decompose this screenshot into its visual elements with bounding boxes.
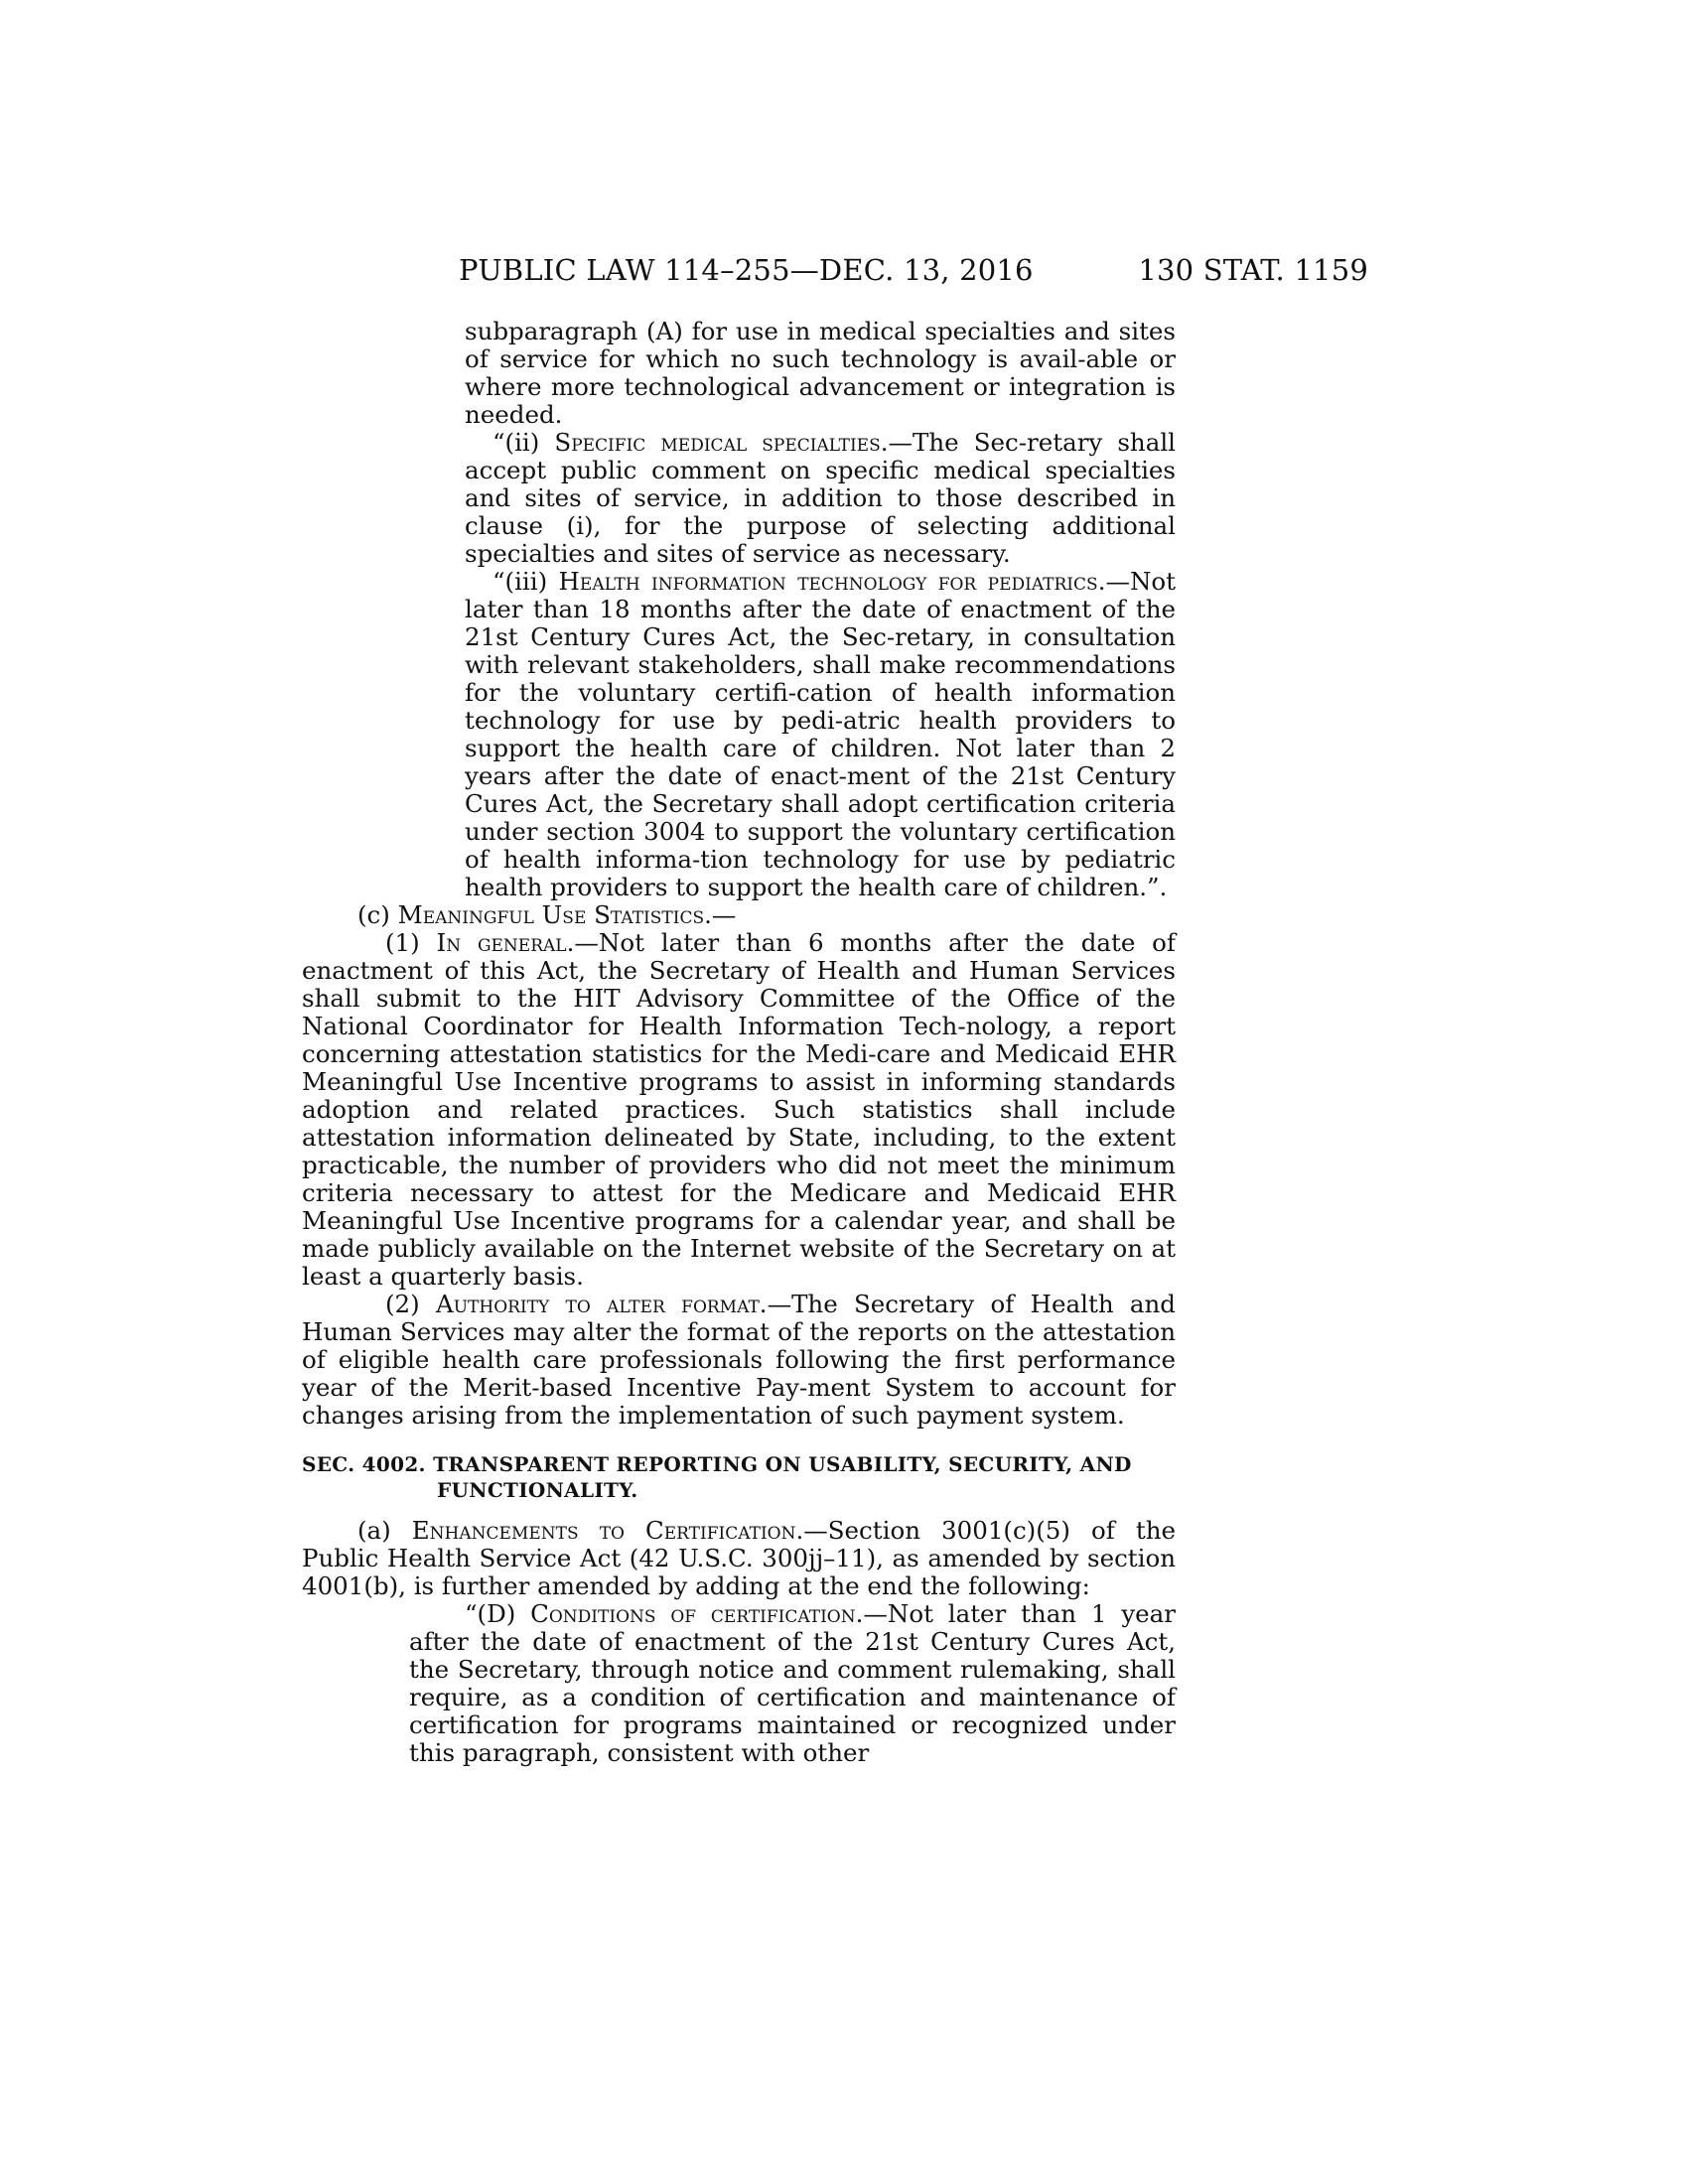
paragraph-label: (2): [385, 1290, 437, 1318]
paragraph-c2: [302, 1291, 1176, 1430]
subsection-dash: .—: [704, 900, 737, 929]
clause-ii: [302, 429, 1176, 568]
paragraph-heading: In general: [436, 928, 567, 957]
subparagraph-heading: Conditions of certification: [530, 1599, 856, 1628]
subsection-label: (c): [357, 900, 398, 929]
subsection-a: [302, 1517, 1176, 1600]
section-heading-line-2: FUNCTIONALITY.: [437, 1478, 638, 1502]
subsection-c-heading: [302, 901, 1176, 929]
spacer: [302, 1503, 1176, 1517]
paragraph-text: subparagraph (A) for use in medical specialties and sites of service for which no such technology is avail-able or where more technological advancement or integration is needed.: [465, 317, 1176, 429]
clause-text: .—Not later than 18 months after the date of enactment of the 21st Century Cures Act, the Sec-retary, in consultation with relevant stakeholders, shall make recommendations for the voluntary certifi-cation of health information technology for use by pedi-atric health providers to support the health care of children. Not later than 2 years after the date of enact-ment of the 21st Century Cures Act, the Secretary shall adopt certification criteria under section 3004 to support the voluntary certification of health informa-tion technology for use by pediatric health providers to support the health care of children.”.: [465, 567, 1177, 901]
subsection-label: (a): [357, 1516, 412, 1545]
subparagraph-label: “(D): [465, 1599, 531, 1628]
subparagraph-text: .—Not later than 1 year after the date of enactment of the 21st Century Cures Act, the Secretary, through notice and comment rulemaking, shall require, as a condition of certification and maintenance of certification for programs maintained or recognized under this paragraph, consistent with other: [409, 1599, 1176, 1767]
page-number: 130 STAT. 1159: [1138, 253, 1368, 287]
running-head: [459, 250, 1368, 290]
subparagraph-d: [302, 1600, 1176, 1767]
paragraph-text: .—The Secretary of Health and Human Services may alter the format of the reports on the attestation of eligible health care professionals following the first performance year of the Merit-based Incentive Pay-ment System to account for changes arising from the implementation of such payment system.: [302, 1290, 1176, 1430]
paragraph-heading: Authority to alter format: [436, 1290, 760, 1318]
paragraph-label: (1): [385, 928, 437, 957]
subsection-heading: Meaningful Use Statistics: [397, 900, 705, 929]
clause-text: .—The Sec-retary shall accept public comment on specific medical specialties and sites of service, in addition to those described in clause (i), for the purpose of selecting additional specialties and sites of service as necessary.: [465, 428, 1176, 568]
subsection-heading: Enhancements to Certification: [411, 1516, 796, 1545]
clause-heading: Specific medical specialties: [554, 428, 881, 457]
document-body: [302, 318, 1176, 1767]
running-head-title: PUBLIC LAW 114–255—DEC. 13, 2016: [459, 253, 1034, 287]
section-heading: [302, 1451, 1176, 1503]
clause-iii: [302, 568, 1176, 901]
clause-label: “(iii): [492, 567, 559, 596]
clause-label: “(ii): [492, 428, 555, 457]
subsection-text: .—Section 3001(c)(5) of the Public Health Service Act (42 U.S.C. 300jj–11), as amended by section 4001(b), is further amended by adding at the end the following:: [302, 1516, 1177, 1600]
paragraph-text: .—Not later than 6 months after the date of enactment of this Act, the Secretary of Health and Human Services shall submit to the HIT Advisory Committee of the Office of the National Coordinator for Health Information Tech-nology, a report concerning attestation statistics for the Medi-care and Medicaid EHR Meaningful Use Incentive programs to assist in informing standards adoption and related practices. Such statistics shall include attestation information delineated by State, including, to the extent practicable, the number of providers who did not meet the minimum criteria necessary to attest for the Medicare and Medicaid EHR Meaningful Use Incentive programs for a calendar year, and shall be made publicly available on the Internet website of the Secretary on at least a quarterly basis.: [302, 928, 1176, 1291]
paragraph-subparagraph-continuation: [302, 318, 1176, 429]
paragraph-c1: [302, 929, 1176, 1291]
section-heading-line-1: SEC. 4002. TRANSPARENT REPORTING ON USABILITY, SECURITY, AND: [302, 1452, 1132, 1476]
clause-heading: Health information technology for pediatrics: [558, 567, 1098, 596]
